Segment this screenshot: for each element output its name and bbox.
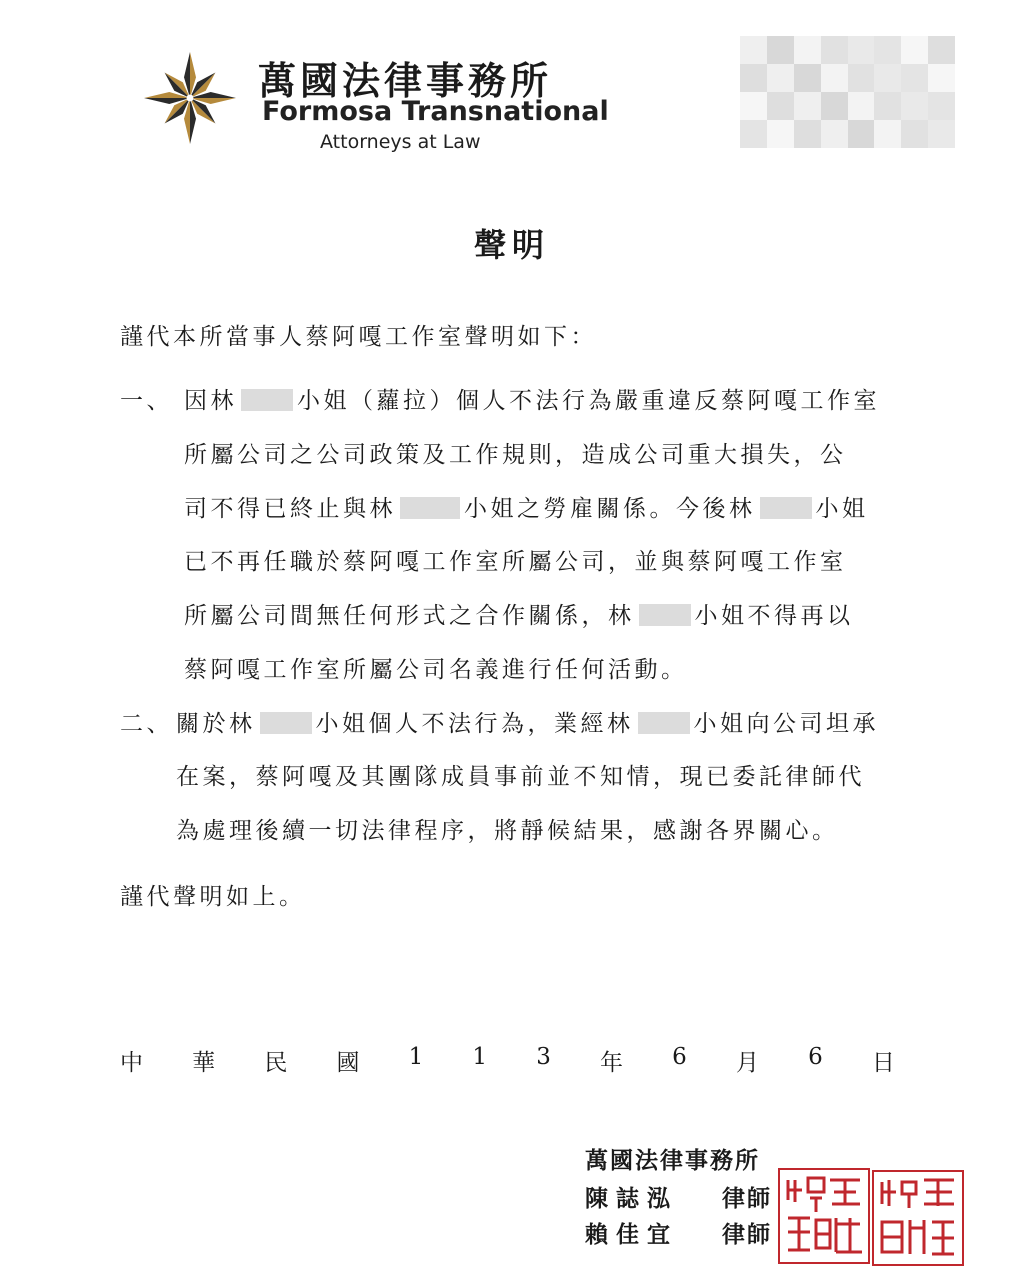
redaction-pixel	[928, 36, 955, 64]
firm-name-zh: 萬國法律事務所	[258, 58, 553, 103]
redaction-pixel	[740, 64, 767, 92]
redacted-name	[638, 712, 690, 734]
redaction-pixel	[928, 64, 955, 92]
date-char: 中	[120, 1050, 143, 1076]
firm-logo-icon	[140, 48, 240, 148]
document-date	[120, 1044, 895, 1077]
redaction-pixel	[794, 64, 821, 92]
redacted-block	[740, 36, 955, 148]
redaction-pixel	[821, 120, 848, 148]
redacted-name	[400, 497, 460, 519]
redaction-pixel	[874, 36, 901, 64]
redaction-pixel	[794, 92, 821, 120]
date-char: 3	[536, 1044, 551, 1070]
redaction-pixel	[901, 92, 928, 120]
redaction-pixel	[848, 36, 875, 64]
redaction-pixel	[767, 120, 794, 148]
paragraph-line: 為處理後續一切法律程序，將靜候結果，感謝各界關心。	[176, 818, 839, 844]
signature-lawyer-name: 賴佳宜	[585, 1221, 678, 1248]
paragraph-line: 司不得已終止與林 小姐之勞雇關係。今後林 小姐	[184, 496, 869, 522]
date-char: 華	[192, 1050, 216, 1076]
document-title: 聲明	[473, 226, 550, 264]
redaction-pixel	[901, 64, 928, 92]
signature-lawyer-title: 律師	[722, 1185, 772, 1212]
redaction-pixel	[821, 36, 848, 64]
redaction-pixel	[740, 120, 767, 148]
paragraph-line: 所屬公司之公司政策及工作規則，造成公司重大損失，公	[184, 442, 847, 468]
item-1-marker: 一、	[120, 388, 173, 414]
redaction-pixel	[848, 64, 875, 92]
redaction-pixel	[821, 64, 848, 92]
signature-lawyer-name: 陳誌泓	[585, 1185, 678, 1212]
seal-stamp-icon	[778, 1168, 870, 1264]
redacted-name	[639, 604, 691, 626]
paragraph-line: 因林 小姐（蘿拉）個人不法行為嚴重違反蔡阿嘎工作室	[184, 388, 880, 414]
redaction-pixel	[767, 64, 794, 92]
redaction-pixel	[848, 92, 875, 120]
intro-line: 謹代本所當事人蔡阿嘎工作室聲明如下：	[120, 324, 597, 350]
date-char: 1	[472, 1044, 488, 1070]
redaction-pixel	[794, 36, 821, 64]
date-char: 1	[408, 1044, 424, 1070]
redaction-pixel	[874, 92, 901, 120]
redacted-name	[760, 497, 812, 519]
paragraph-line: 所屬公司間無任何形式之合作關係，林 小姐不得再以	[184, 603, 854, 629]
signature-lawyer-title: 律師	[722, 1221, 772, 1248]
firm-name-en: Formosa Transnational	[262, 96, 609, 127]
redaction-pixel	[874, 120, 901, 148]
redaction-pixel	[848, 120, 875, 148]
date-char: 6	[672, 1044, 687, 1070]
date-char: 國	[336, 1050, 360, 1076]
date-char: 月	[735, 1050, 759, 1076]
seal-stamp-icon	[872, 1170, 964, 1266]
redaction-pixel	[874, 64, 901, 92]
redaction-pixel	[740, 36, 767, 64]
redaction-pixel	[767, 92, 794, 120]
redaction-pixel	[740, 92, 767, 120]
redaction-pixel	[901, 120, 928, 148]
redaction-pixel	[901, 36, 928, 64]
signature-firm: 萬國法律事務所	[585, 1147, 760, 1174]
item-2-marker: 二、	[120, 711, 173, 737]
paragraph-line: 關於林 小姐個人不法行為，業經林 小姐向公司坦承	[176, 711, 879, 737]
paragraph-line: 蔡阿嘎工作室所屬公司名義進行任何活動。	[184, 657, 688, 683]
redaction-pixel	[794, 120, 821, 148]
paragraph-line: 已不再任職於蔡阿嘎工作室所屬公司，並與蔡阿嘎工作室	[184, 549, 847, 575]
paragraph-line: 在案，蔡阿嘎及其團隊成員事前並不知情，現已委託律師代	[176, 764, 865, 790]
closing-line: 謹代聲明如上。	[120, 884, 306, 910]
redaction-pixel	[767, 36, 794, 64]
date-char: 日	[871, 1050, 895, 1076]
date-char: 年	[600, 1050, 624, 1076]
redaction-pixel	[928, 92, 955, 120]
redacted-name	[260, 712, 312, 734]
redaction-pixel	[928, 120, 955, 148]
redaction-pixel	[821, 92, 848, 120]
date-char: 民	[264, 1050, 288, 1076]
redacted-name	[241, 389, 293, 411]
date-char: 6	[808, 1044, 823, 1070]
firm-subtitle: Attorneys at Law	[320, 131, 481, 153]
